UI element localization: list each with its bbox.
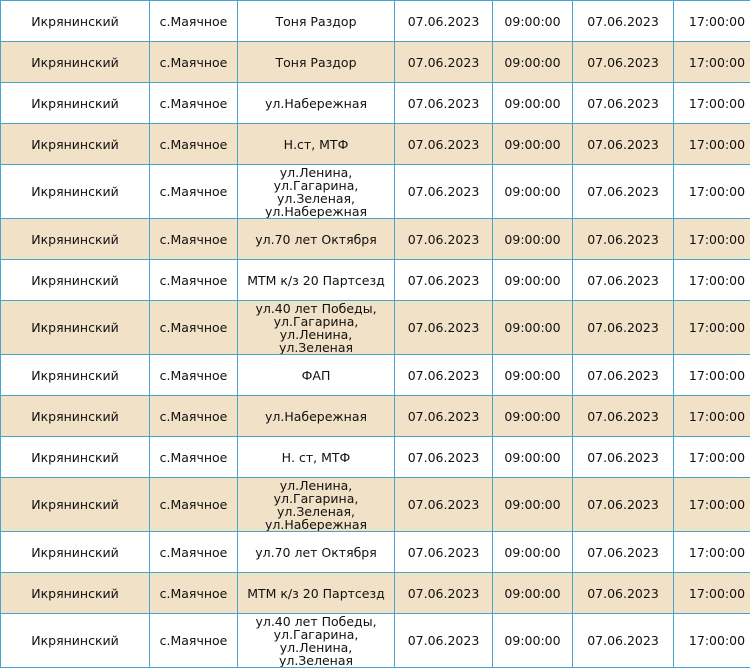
district-cell: Икрянинский xyxy=(1,396,150,437)
start-time-cell: 09:00:00 xyxy=(493,396,573,437)
start-time-cell: 09:00:00 xyxy=(493,42,573,83)
locality-cell: с.Маячное xyxy=(150,355,238,396)
end-time-cell: 17:00:00 xyxy=(674,532,750,573)
address-cell: ул.Ленина, ул.Гагарина, ул.Зеленая, ул.Набережная xyxy=(238,478,395,532)
start-time-cell: 09:00:00 xyxy=(493,124,573,165)
start-date-cell: 07.06.2023 xyxy=(395,355,493,396)
end-time-cell: 17:00:00 xyxy=(674,614,750,668)
address-cell: ул.Набережная xyxy=(238,396,395,437)
start-date-cell: 07.06.2023 xyxy=(395,1,493,42)
end-date-cell: 07.06.2023 xyxy=(573,260,674,301)
locality-cell: с.Маячное xyxy=(150,1,238,42)
start-date-cell: 07.06.2023 xyxy=(395,42,493,83)
start-date-cell: 07.06.2023 xyxy=(395,83,493,124)
table-row xyxy=(1,219,750,260)
address-cell: ул.70 лет Октября xyxy=(238,532,395,573)
locality-cell: с.Маячное xyxy=(150,83,238,124)
address-cell: ул.40 лет Победы, ул.Гагарина, ул.Ленина, ул.Зеленая xyxy=(238,614,395,668)
locality-cell: с.Маячное xyxy=(150,124,238,165)
start-date-cell: 07.06.2023 xyxy=(395,124,493,165)
locality-cell: с.Маячное xyxy=(150,42,238,83)
district-cell: Икрянинский xyxy=(1,219,150,260)
end-time-cell: 17:00:00 xyxy=(674,396,750,437)
end-time-cell: 17:00:00 xyxy=(674,83,750,124)
start-time-cell: 09:00:00 xyxy=(493,614,573,668)
end-date-cell: 07.06.2023 xyxy=(573,219,674,260)
locality-cell: с.Маячное xyxy=(150,614,238,668)
table-row xyxy=(1,165,750,219)
table-row xyxy=(1,83,750,124)
locality-cell: с.Маячное xyxy=(150,165,238,219)
table-row xyxy=(1,355,750,396)
start-time-cell: 09:00:00 xyxy=(493,165,573,219)
end-date-cell: 07.06.2023 xyxy=(573,396,674,437)
end-date-cell: 07.06.2023 xyxy=(573,83,674,124)
start-date-cell: 07.06.2023 xyxy=(395,260,493,301)
table-row xyxy=(1,437,750,478)
table-row xyxy=(1,396,750,437)
district-cell: Икрянинский xyxy=(1,1,150,42)
end-date-cell: 07.06.2023 xyxy=(573,532,674,573)
end-date-cell: 07.06.2023 xyxy=(573,437,674,478)
district-cell: Икрянинский xyxy=(1,42,150,83)
locality-cell: с.Маячное xyxy=(150,437,238,478)
address-cell: МТМ к/з 20 Партсезд xyxy=(238,260,395,301)
start-time-cell: 09:00:00 xyxy=(493,301,573,355)
start-date-cell: 07.06.2023 xyxy=(395,532,493,573)
end-time-cell: 17:00:00 xyxy=(674,219,750,260)
start-date-cell: 07.06.2023 xyxy=(395,437,493,478)
address-cell: Тоня Раздор xyxy=(238,1,395,42)
district-cell: Икрянинский xyxy=(1,478,150,532)
start-time-cell: 09:00:00 xyxy=(493,260,573,301)
end-time-cell: 17:00:00 xyxy=(674,437,750,478)
end-date-cell: 07.06.2023 xyxy=(573,573,674,614)
end-date-cell: 07.06.2023 xyxy=(573,165,674,219)
table-row xyxy=(1,573,750,614)
table-row xyxy=(1,614,750,668)
locality-cell: с.Маячное xyxy=(150,573,238,614)
district-cell: Икрянинский xyxy=(1,532,150,573)
start-date-cell: 07.06.2023 xyxy=(395,478,493,532)
locality-cell: с.Маячное xyxy=(150,219,238,260)
address-cell: ул.70 лет Октября xyxy=(238,219,395,260)
table-row xyxy=(1,478,750,532)
district-cell: Икрянинский xyxy=(1,614,150,668)
end-time-cell: 17:00:00 xyxy=(674,301,750,355)
end-time-cell: 17:00:00 xyxy=(674,478,750,532)
end-time-cell: 17:00:00 xyxy=(674,1,750,42)
end-date-cell: 07.06.2023 xyxy=(573,124,674,165)
end-date-cell: 07.06.2023 xyxy=(573,478,674,532)
locality-cell: с.Маячное xyxy=(150,260,238,301)
end-date-cell: 07.06.2023 xyxy=(573,301,674,355)
address-cell: ФАП xyxy=(238,355,395,396)
address-cell: Н.ст, МТФ xyxy=(238,124,395,165)
table-row xyxy=(1,301,750,355)
start-date-cell: 07.06.2023 xyxy=(395,165,493,219)
district-cell: Икрянинский xyxy=(1,355,150,396)
locality-cell: с.Маячное xyxy=(150,396,238,437)
start-date-cell: 07.06.2023 xyxy=(395,573,493,614)
district-cell: Икрянинский xyxy=(1,165,150,219)
outage-table-body xyxy=(1,1,750,668)
address-cell: Тоня Раздор xyxy=(238,42,395,83)
district-cell: Икрянинский xyxy=(1,573,150,614)
district-cell: Икрянинский xyxy=(1,437,150,478)
start-time-cell: 09:00:00 xyxy=(493,219,573,260)
start-date-cell: 07.06.2023 xyxy=(395,614,493,668)
end-time-cell: 17:00:00 xyxy=(674,165,750,219)
locality-cell: с.Маячное xyxy=(150,532,238,573)
start-date-cell: 07.06.2023 xyxy=(395,396,493,437)
start-time-cell: 09:00:00 xyxy=(493,355,573,396)
start-date-cell: 07.06.2023 xyxy=(395,301,493,355)
end-date-cell: 07.06.2023 xyxy=(573,355,674,396)
table-row xyxy=(1,42,750,83)
start-time-cell: 09:00:00 xyxy=(493,573,573,614)
start-time-cell: 09:00:00 xyxy=(493,478,573,532)
start-time-cell: 09:00:00 xyxy=(493,437,573,478)
start-date-cell: 07.06.2023 xyxy=(395,219,493,260)
end-time-cell: 17:00:00 xyxy=(674,124,750,165)
locality-cell: с.Маячное xyxy=(150,478,238,532)
end-date-cell: 07.06.2023 xyxy=(573,614,674,668)
start-time-cell: 09:00:00 xyxy=(493,83,573,124)
address-cell: Н. ст, МТФ xyxy=(238,437,395,478)
district-cell: Икрянинский xyxy=(1,83,150,124)
district-cell: Икрянинский xyxy=(1,124,150,165)
table-row xyxy=(1,1,750,42)
table-row xyxy=(1,260,750,301)
address-cell: МТМ к/з 20 Партсезд xyxy=(238,573,395,614)
address-cell: ул.40 лет Победы, ул.Гагарина, ул.Ленина, ул.Зеленая xyxy=(238,301,395,355)
start-time-cell: 09:00:00 xyxy=(493,1,573,42)
locality-cell: с.Маячное xyxy=(150,301,238,355)
end-time-cell: 17:00:00 xyxy=(674,260,750,301)
end-time-cell: 17:00:00 xyxy=(674,355,750,396)
end-time-cell: 17:00:00 xyxy=(674,573,750,614)
district-cell: Икрянинский xyxy=(1,260,150,301)
end-date-cell: 07.06.2023 xyxy=(573,1,674,42)
table-row xyxy=(1,124,750,165)
table-row xyxy=(1,532,750,573)
address-cell: ул.Набережная xyxy=(238,83,395,124)
address-cell: ул.Ленина, ул.Гагарина, ул.Зеленая, ул.Набережная xyxy=(238,165,395,219)
start-time-cell: 09:00:00 xyxy=(493,532,573,573)
district-cell: Икрянинский xyxy=(1,301,150,355)
end-date-cell: 07.06.2023 xyxy=(573,42,674,83)
end-time-cell: 17:00:00 xyxy=(674,42,750,83)
